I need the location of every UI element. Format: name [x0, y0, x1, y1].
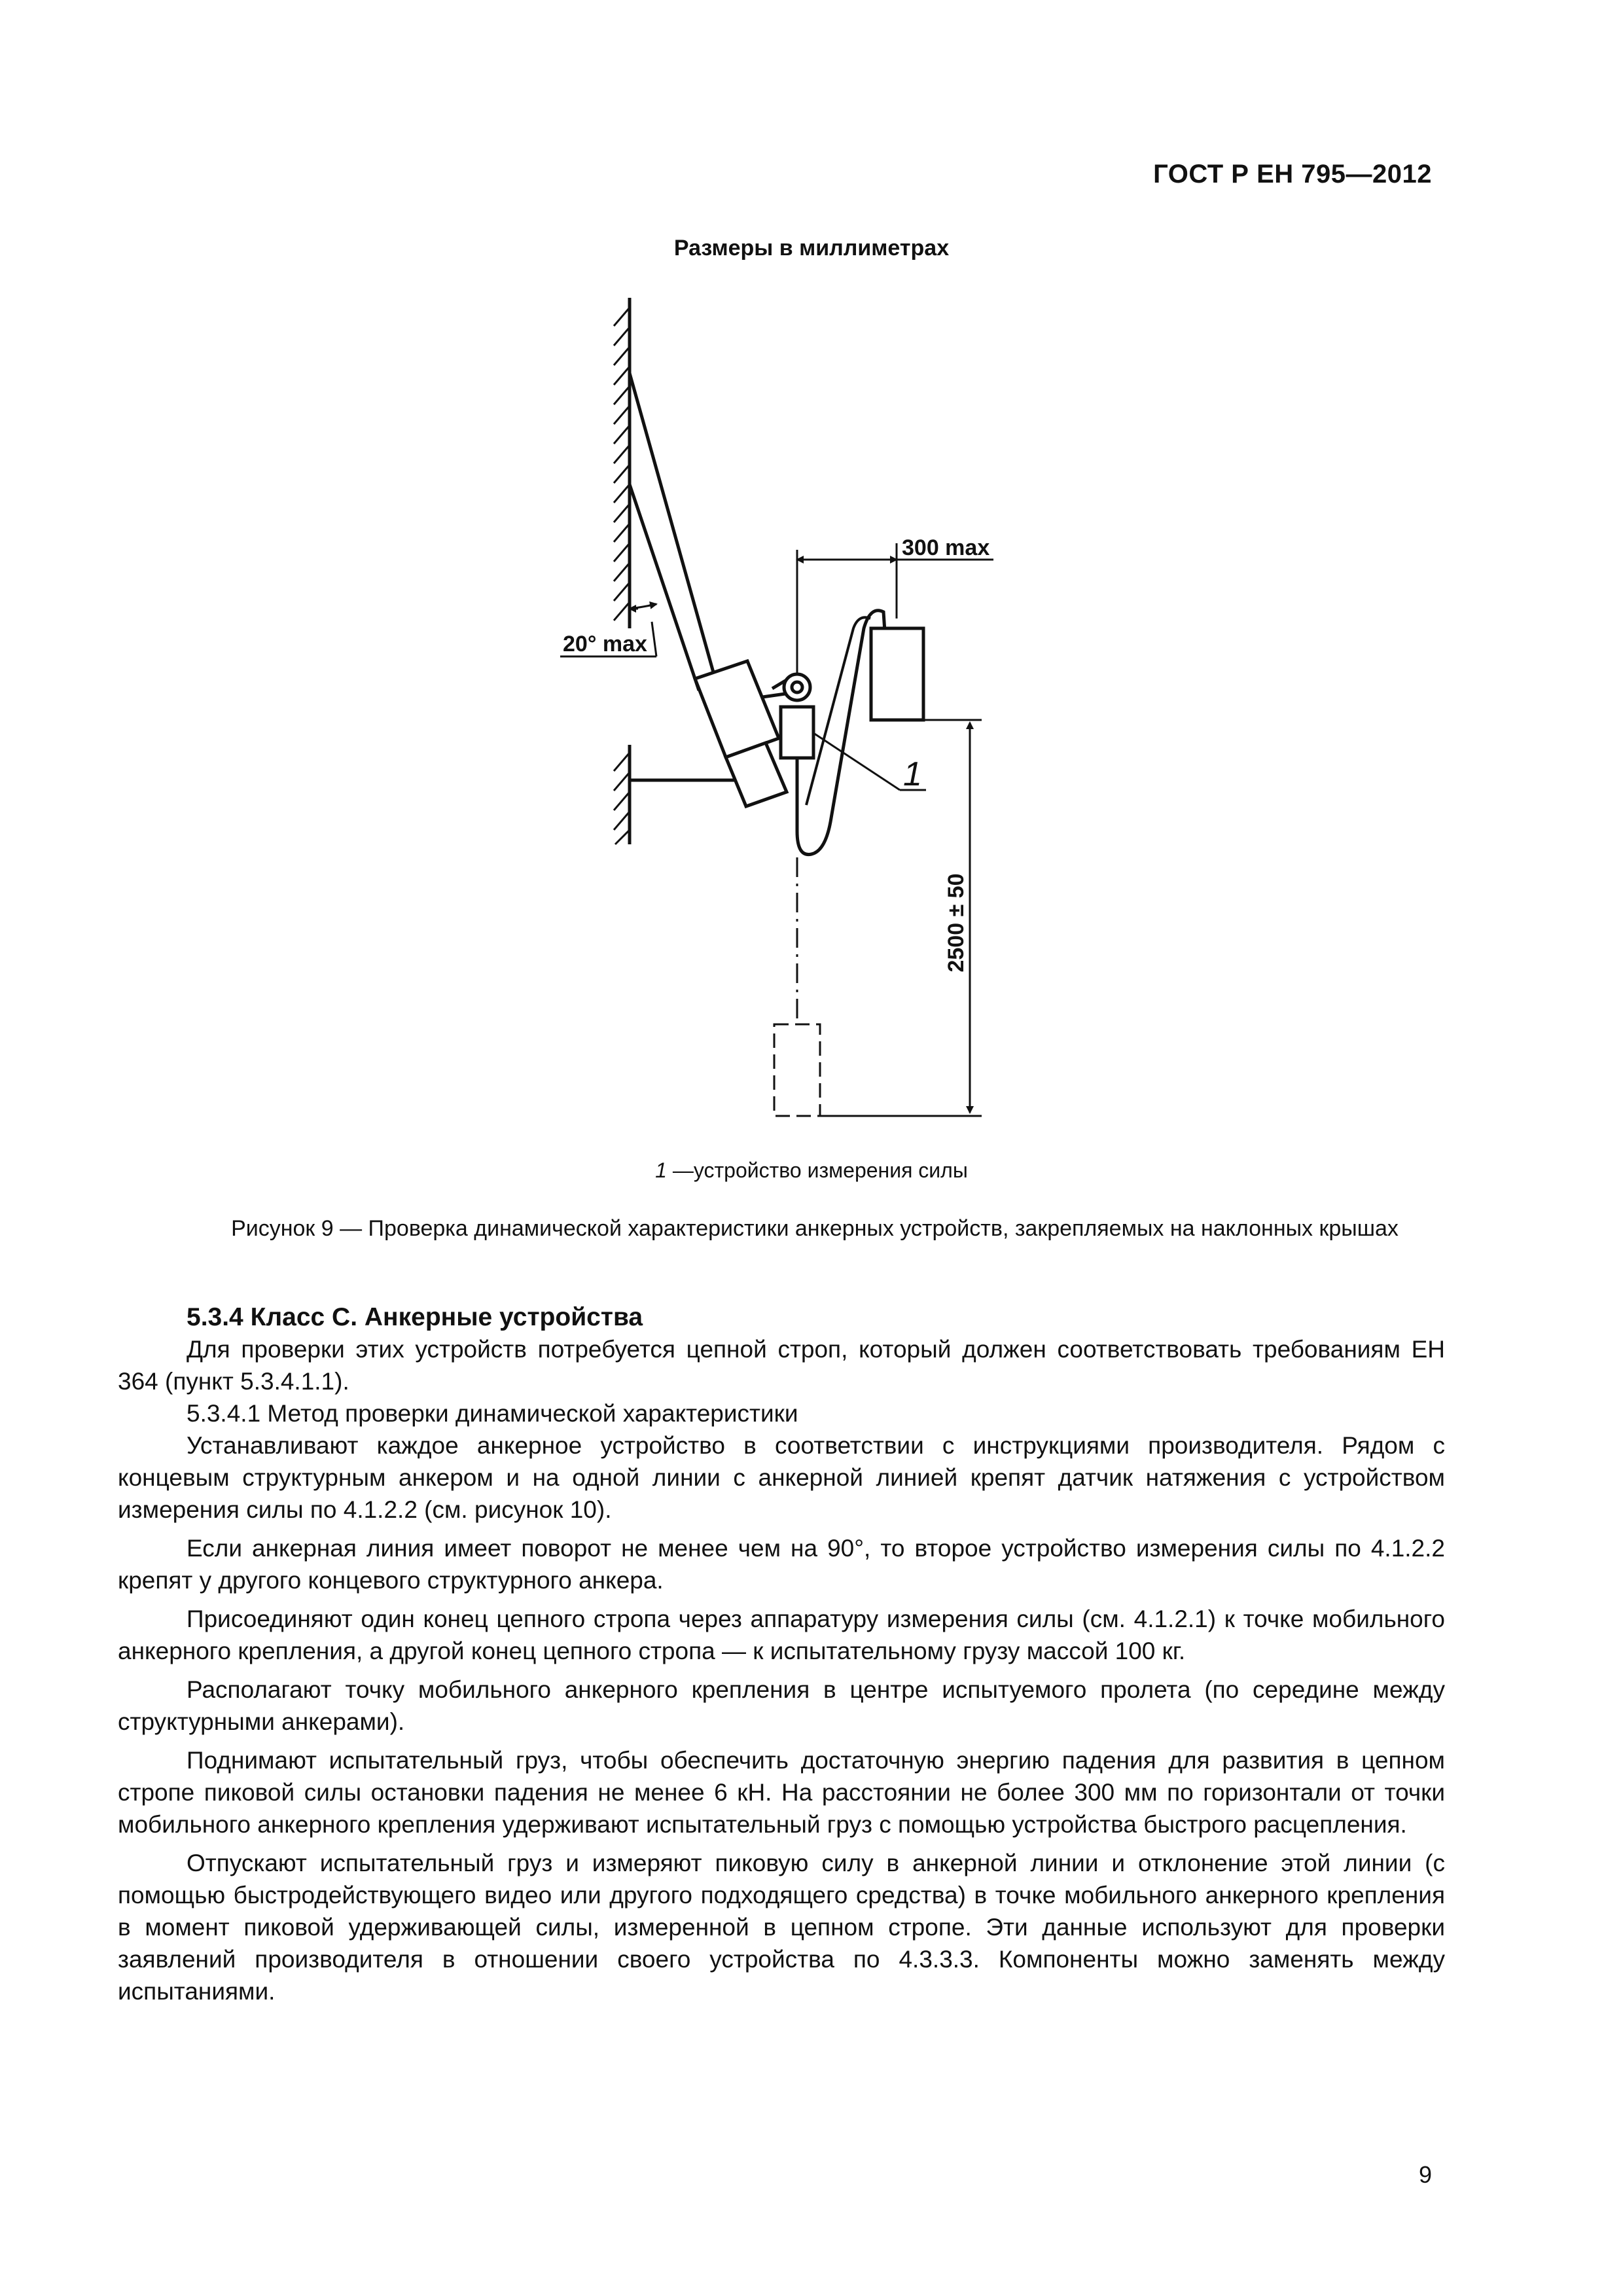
- paragraph: Располагают точку мобильного анкерного крепления в центре испытуемого пролета (по середине между структурными анкерами).: [118, 1676, 1445, 1735]
- callout-number: 1: [903, 755, 922, 793]
- vertical-dim-label: 2500 ± 50: [944, 873, 969, 973]
- dimensions-note: Размеры в миллиметрах: [673, 236, 950, 260]
- angle-indicator: [560, 604, 656, 656]
- horizontal-dimension: [797, 543, 993, 619]
- test-mass-dropped: [774, 1024, 820, 1116]
- legend-number: 1: [655, 1158, 667, 1182]
- paragraph: Для проверки этих устройств потребуется цепной строп, который должен соответствовать требованиям ЕН 364 (пункт 5.3.4.1.1).: [118, 1336, 1445, 1395]
- force-measuring-device: [781, 707, 813, 758]
- page-number: 9: [1418, 2161, 1432, 2188]
- vertical-dimension: [820, 720, 982, 1116]
- chain-sling: [797, 611, 885, 855]
- test-mass-raised: [871, 628, 923, 720]
- figure-legend: [0, 1158, 1623, 1183]
- lower-wall: [614, 745, 745, 844]
- section-body: [118, 1301, 1445, 2007]
- subsection-title: 5.3.4.1 Метод проверки динамической характеристики: [187, 1400, 798, 1427]
- figure-caption: Рисунок 9 — Проверка динамической характеристики анкерных устройств, закрепляемых на наклонных крышах: [231, 1216, 1399, 1241]
- horizontal-dim-label: 300 max: [902, 535, 990, 560]
- upper-wall: [614, 298, 630, 628]
- angle-label: 20° max: [563, 632, 647, 656]
- pulley: [762, 674, 810, 700]
- paragraph: Отпускают испытательный груз и измеряют пиковую силу в анкерной линии и отклонение этой линии (с помощью быстродействующего видео или другого подходящего средства) в точке мобильного анкерного крепления в момент пиковой удерживающей силы, измеренной в цепном стропе. Эти данные используют для проверки заявлений производителя в отношении своего устройства по 4.3.3.3. Компоненты можно заменять между испытаниями.: [118, 1850, 1445, 2005]
- paragraph: Если анкерная линия имеет поворот не менее чем на 90°, то второе устройство измерения силы по 4.1.2.2 крепят у другого концевого структурного анкера.: [118, 1535, 1445, 1594]
- legend-text: —устройство измерения силы: [666, 1158, 968, 1182]
- roof-anchor-arm: [630, 373, 787, 806]
- standard-id: ГОСТ Р ЕН 795—2012: [1153, 160, 1432, 188]
- section-title: 5.3.4 Класс С. Анкерные устройства: [187, 1303, 643, 1331]
- callout-leader: [813, 733, 926, 790]
- paragraph: Присоединяют один конец цепного стропа через аппаратуру измерения силы (см. 4.1.2.1) к точке мобильного анкерного крепления, а другой конец цепного стропа — к испытательному грузу массой 100 кг.: [118, 1605, 1445, 1664]
- paragraph: Устанавливают каждое анкерное устройство в соответствии с инструкциями производителя. Рядом с концевым структурным анкером и на одной линии с анкерной линией крепят датчик натяжения с устройством измерения силы по 4.1.2.2 (см. рисунок 10).: [118, 1432, 1445, 1523]
- paragraph: Поднимают испытательный груз, чтобы обеспечить достаточную энергию падения для развития в цепном стропе пиковой силы остановки падения не менее 6 кН. На расстоянии не более 300 мм по горизонтали от точки мобильного анкерного крепления удерживают испытательный груз с помощью устройства быстрого расцепления.: [118, 1747, 1445, 1838]
